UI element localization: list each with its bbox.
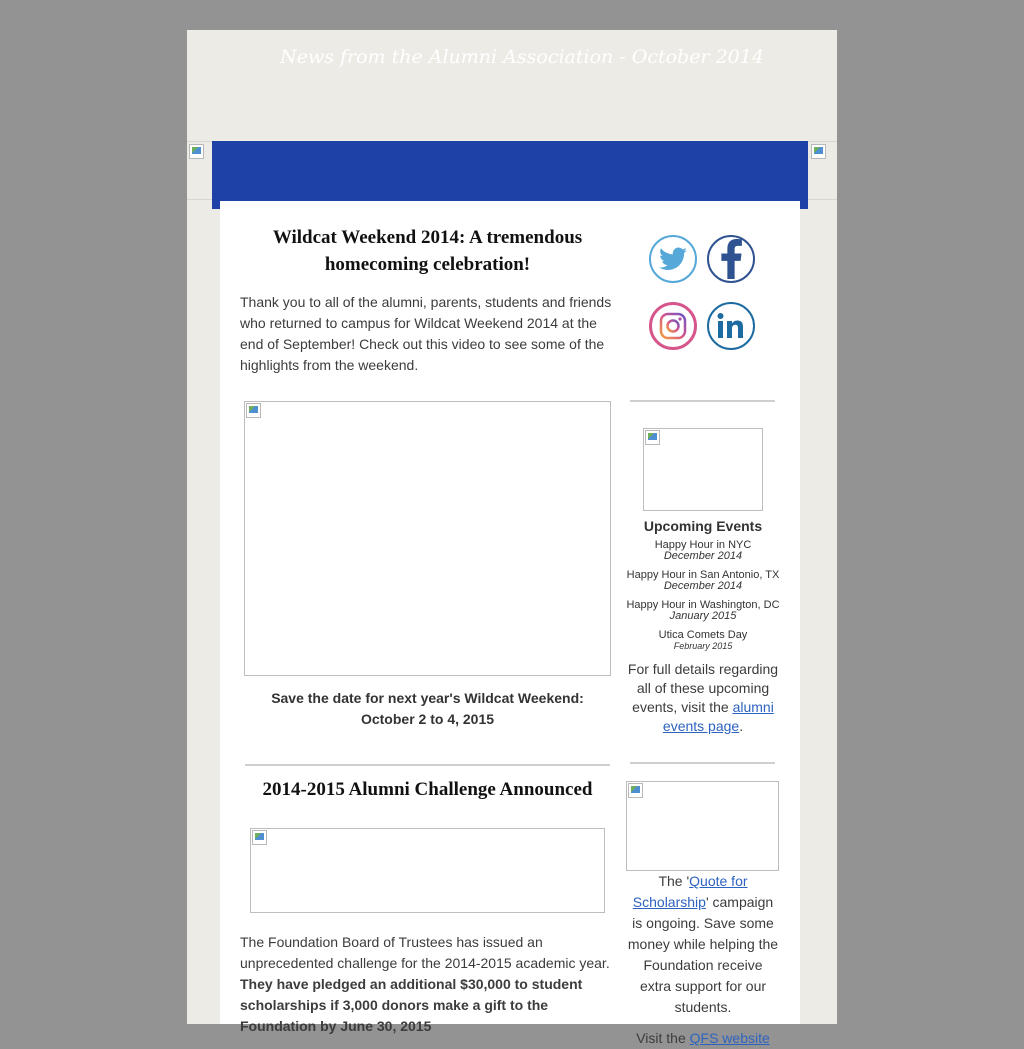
events-image [643,428,763,511]
header-right-image-icon [811,144,826,159]
event-item [621,630,785,660]
twitter-icon[interactable] [649,235,697,283]
event-date: February 2015 [673,641,733,651]
article-body-bold: They have pledged an additional $30,000 to student scholarships if 3,000 donors make a gift to the Foundation by June 30, 2015 [240,976,583,1034]
event-date: December 2014 [663,550,743,562]
qfs-text-after: ' campaign is ongoing. Save some money while helping the Foundation receive extra support for our students. [627,894,779,1015]
qfs-text-before: The ' [658,873,690,889]
section-divider [245,764,610,766]
qfs-image [626,781,779,871]
video-thumbnail[interactable] [244,401,611,676]
alumni-events-link[interactable]: alumni events page [662,699,774,734]
linkedin-in-icon [716,312,746,340]
banner-image-icon [252,830,267,845]
event-name: Happy Hour in Washington, DC [626,599,780,611]
qfs-visit-text [626,1028,780,1049]
events-image-icon [645,430,660,445]
quote-for-scholarship-link[interactable]: Quote for Scholarship [632,873,748,910]
qfs-text [626,871,780,1018]
events-heading: Upcoming Events [643,518,763,534]
header-bar [212,141,808,209]
visit-text: Visit the [636,1030,690,1046]
event-name: Utica Comets Day [658,629,748,641]
article-headline: Wildcat Weekend 2014: A tremendous homecoming celebration! [272,227,583,275]
instagram-camera-icon [658,311,688,341]
facebook-f-icon [719,239,743,279]
video-image-icon [246,403,261,418]
event-item [621,540,785,570]
email-container [187,30,837,1046]
header-title: News from the Alumni Association - October 2014 [280,46,764,68]
sidebar-divider [630,400,775,402]
content-panel [220,201,800,1046]
linkedin-icon[interactable] [707,302,755,350]
save-the-date-caption: Save the date for next year's Wildcat Weekend: October 2 to 4, 2015 [271,690,584,727]
event-name: Happy Hour in San Antonio, TX [626,569,780,581]
events-text-after: . [739,718,744,734]
article-body [240,932,618,1037]
event-item [621,600,785,630]
challenge-banner-image [250,828,605,913]
qfs-website-link[interactable]: QFS website [689,1030,770,1046]
event-name: Happy Hour in NYC [654,539,752,551]
sidebar-divider [630,762,775,764]
twitter-bird-icon [659,247,687,271]
event-item [621,570,785,600]
events-text-before: For full details regarding all of these upcoming events, visit the [627,661,779,715]
event-date: January 2015 [669,610,737,622]
facebook-icon[interactable] [707,235,755,283]
events-list [621,540,785,660]
events-details-text [626,660,780,736]
qfs-image-icon [628,783,643,798]
article-body: Thank you to all of the alumni, parents, students and friends who returned to campus for Wildcat Weekend 2014 at the end of September! Check out this video to see some of the highlights from the weekend. [240,294,612,373]
article-body-intro: The Foundation Board of Trustees has issued an unprecedented challenge for the 2014-2015 academic year. [240,934,610,971]
header-left-image-icon [189,144,204,159]
event-date: December 2014 [663,580,743,592]
instagram-icon[interactable] [649,302,697,350]
article-headline: 2014-2015 Alumni Challenge Announced [262,779,593,800]
